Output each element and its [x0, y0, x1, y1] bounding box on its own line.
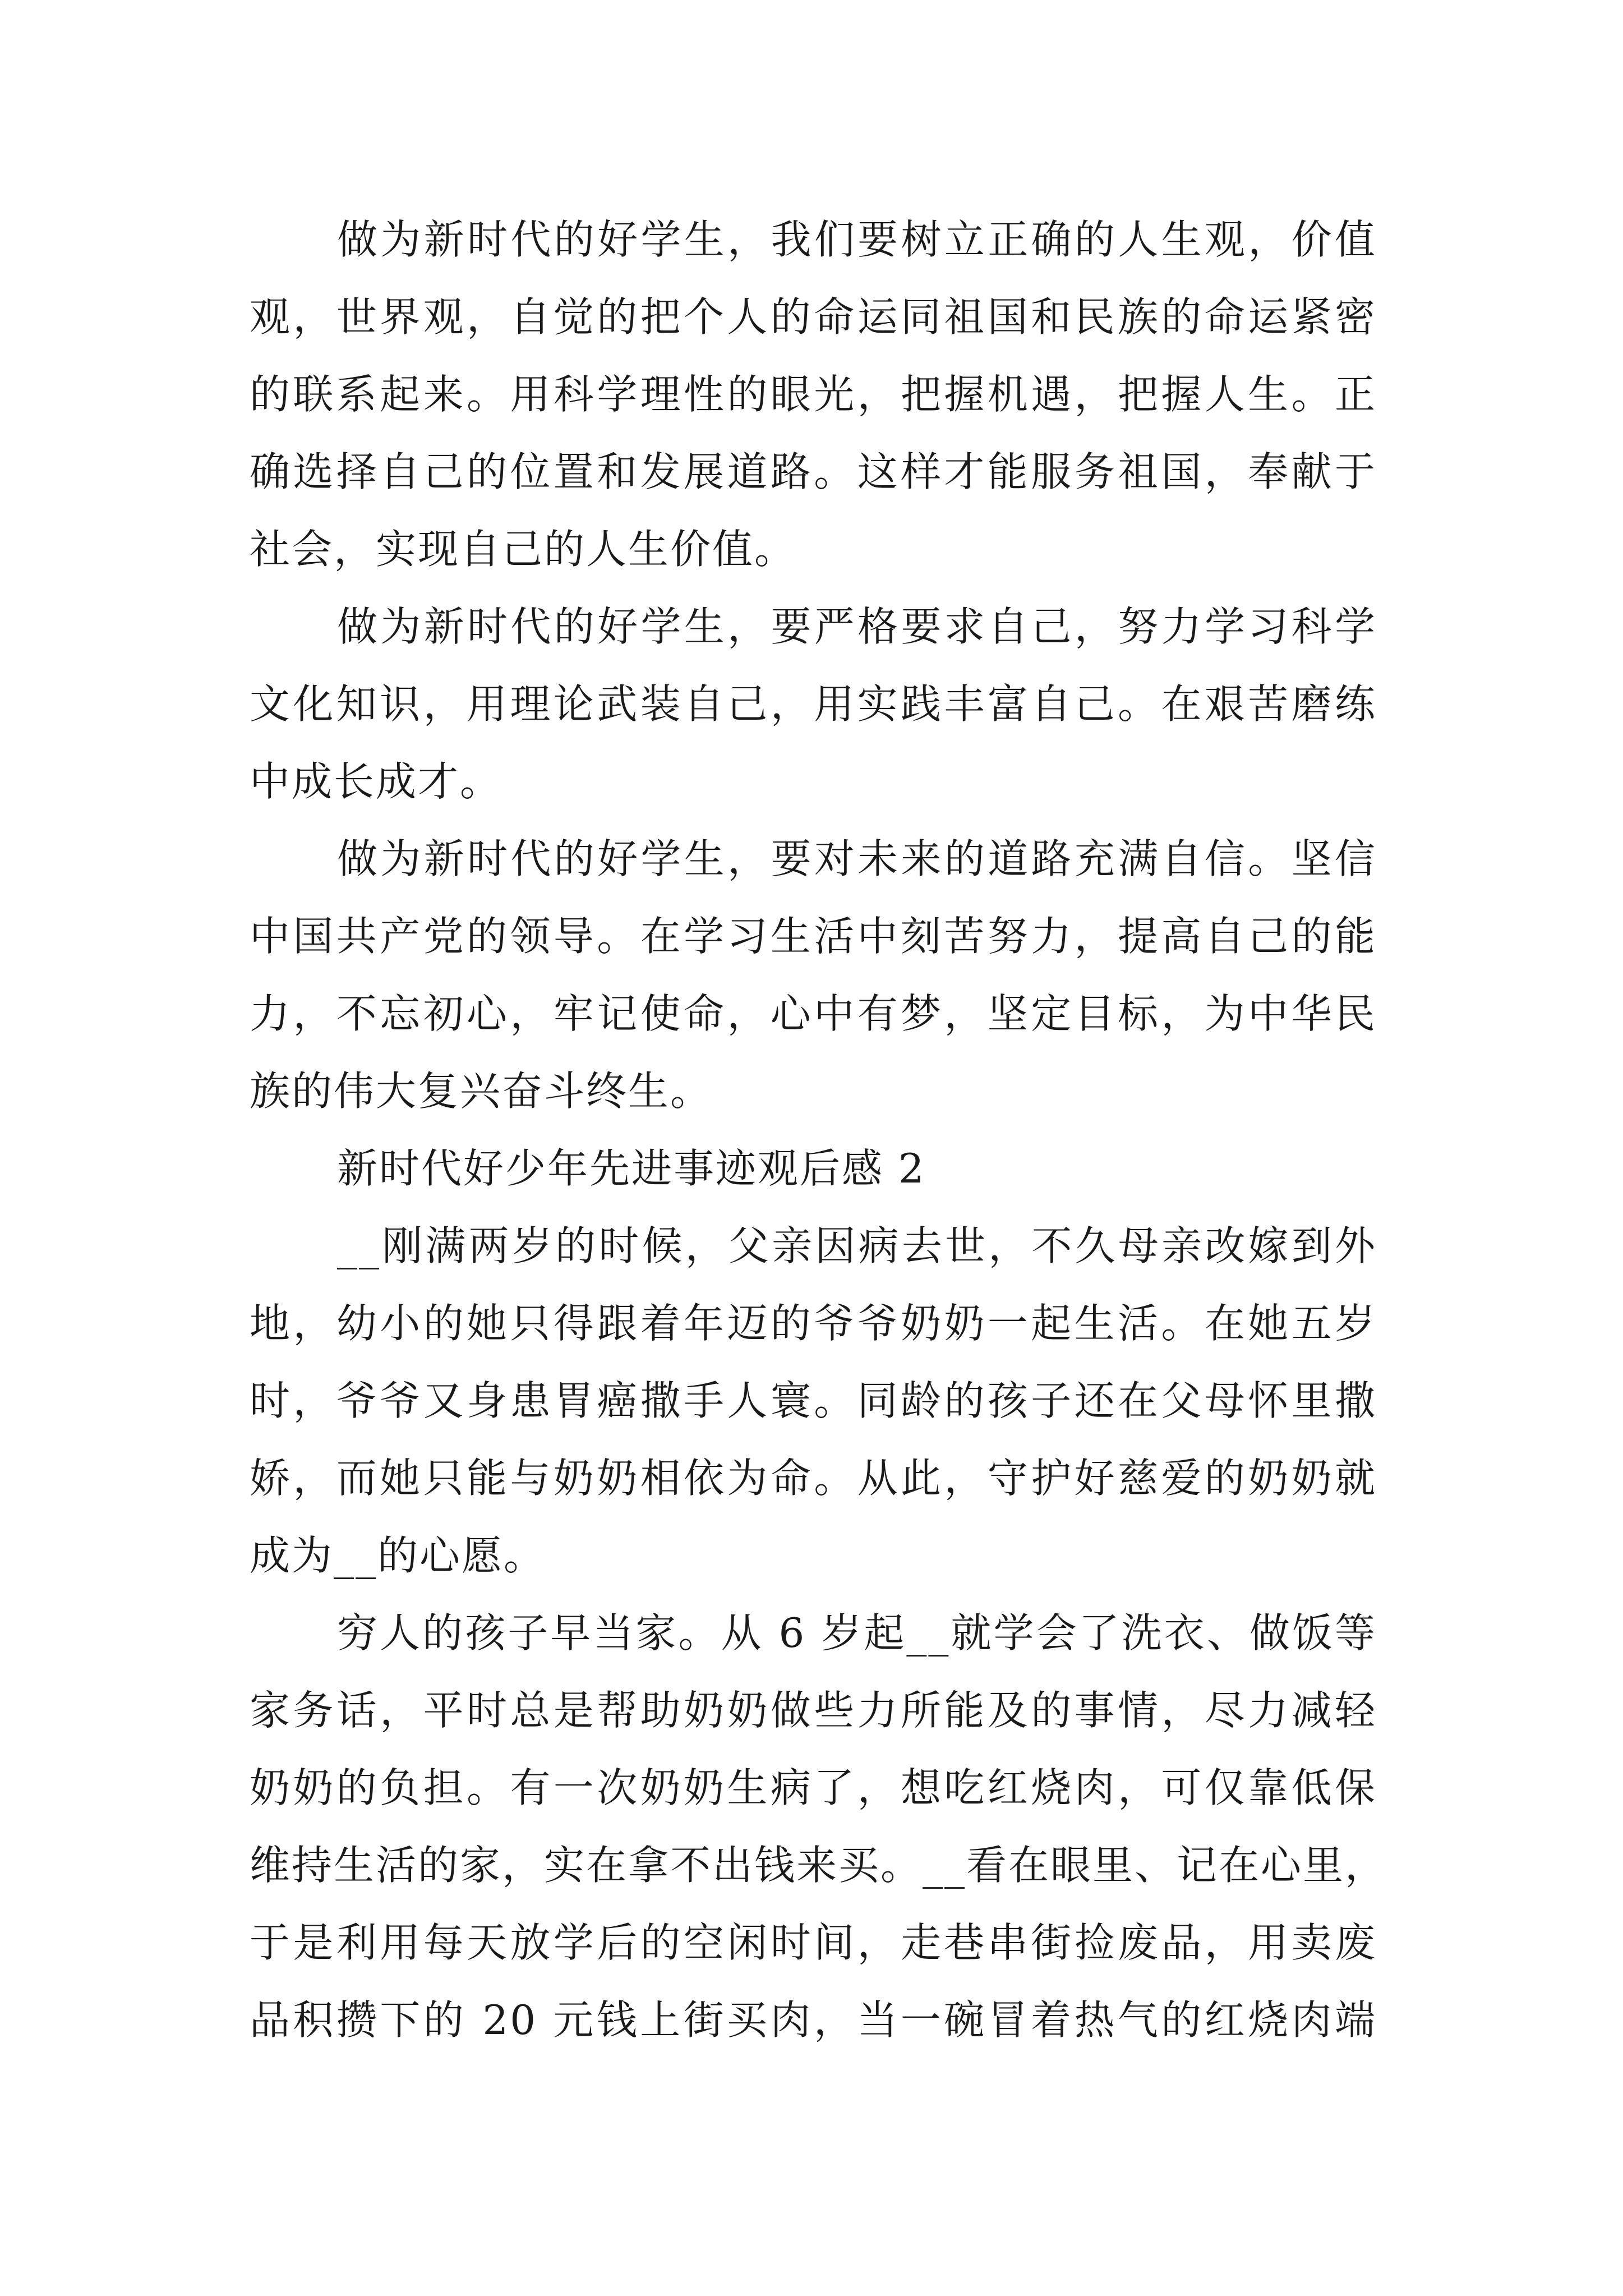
paragraph-1 — [250, 201, 1377, 588]
paragraph-line: 穷人的孩子早当家。从 6 岁起__就学会了洗衣、做饭等 — [337, 1609, 1377, 1657]
section-heading-block — [250, 1130, 1377, 1207]
paragraph-2 — [250, 588, 1377, 820]
paragraph-line: 时，爷爷又身患胃癌撒手人寰。同龄的孩子还在父母怀里撒 — [250, 1377, 1377, 1424]
paragraph-line: 观，世界观，自觉的把个人的命运同祖国和民族的命运紧密 — [250, 293, 1377, 341]
paragraph-5 — [250, 1594, 1387, 2059]
paragraph-line: 的联系起来。用科学理性的眼光，把握机遇，把握人生。正 — [250, 371, 1377, 418]
paragraph-line: 奶奶的负担。有一次奶奶生病了，想吃红烧肉，可仅靠低保 — [250, 1764, 1377, 1811]
paragraph-line: 做为新时代的好学生，要对未来的道路充满自信。坚信 — [337, 835, 1377, 882]
paragraph-line: 力，不忘初心，牢记使命，心中有梦，坚定目标，为中华民 — [250, 990, 1377, 1037]
paragraph-line: 品积攒下的 20 元钱上街买肉，当一碗冒着热气的红烧肉端 — [250, 1996, 1377, 2044]
paragraph-3 — [250, 820, 1377, 1130]
paragraph-line: 维持生活的家，实在拿不出钱来买。__看在眼里、记在心里， — [250, 1842, 1387, 1889]
paragraph-line: 确选择自己的位置和发展道路。这样才能服务祖国，奉献于 — [250, 448, 1377, 495]
paragraph-line: 中国共产党的领导。在学习生活中刻苦努力，提高自己的能 — [250, 913, 1377, 960]
paragraph-4 — [250, 1207, 1377, 1594]
paragraph-line: 社会，实现自己的人生价值。 — [250, 526, 797, 573]
paragraph-line: 做为新时代的好学生，要严格要求自己，努力学习科学 — [337, 603, 1377, 650]
paragraph-line: 中成长成才。 — [250, 758, 502, 805]
paragraph-line: 成为__的心愿。 — [250, 1532, 546, 1579]
paragraph-line: __刚满两岁的时候，父亲因病去世，不久母亲改嫁到外 — [337, 1222, 1377, 1269]
paragraph-line: 文化知识，用理论武装自己，用实践丰富自己。在艰苦磨练 — [250, 680, 1377, 728]
paragraph-line: 做为新时代的好学生，我们要树立正确的人生观，价值 — [337, 216, 1377, 263]
paragraph-line: 地，幼小的她只得跟着年迈的爷爷奶奶一起生活。在她五岁 — [250, 1300, 1377, 1347]
paragraph-line: 娇，而她只能与奶奶相依为命。从此，守护好慈爱的奶奶就 — [250, 1455, 1377, 1502]
paragraph-line: 家务话，平时总是帮助奶奶做些力所能及的事情，尽力减轻 — [250, 1687, 1377, 1734]
paragraph-line: 于是利用每天放学后的空闲时间，走巷串街捡废品，用卖废 — [250, 1919, 1377, 1966]
paragraph-line: 族的伟大复兴奋斗终生。 — [250, 1068, 713, 1115]
document-body — [250, 201, 1387, 2059]
section-heading: 新时代好少年先进事迹观后感 2 — [337, 1145, 926, 1192]
